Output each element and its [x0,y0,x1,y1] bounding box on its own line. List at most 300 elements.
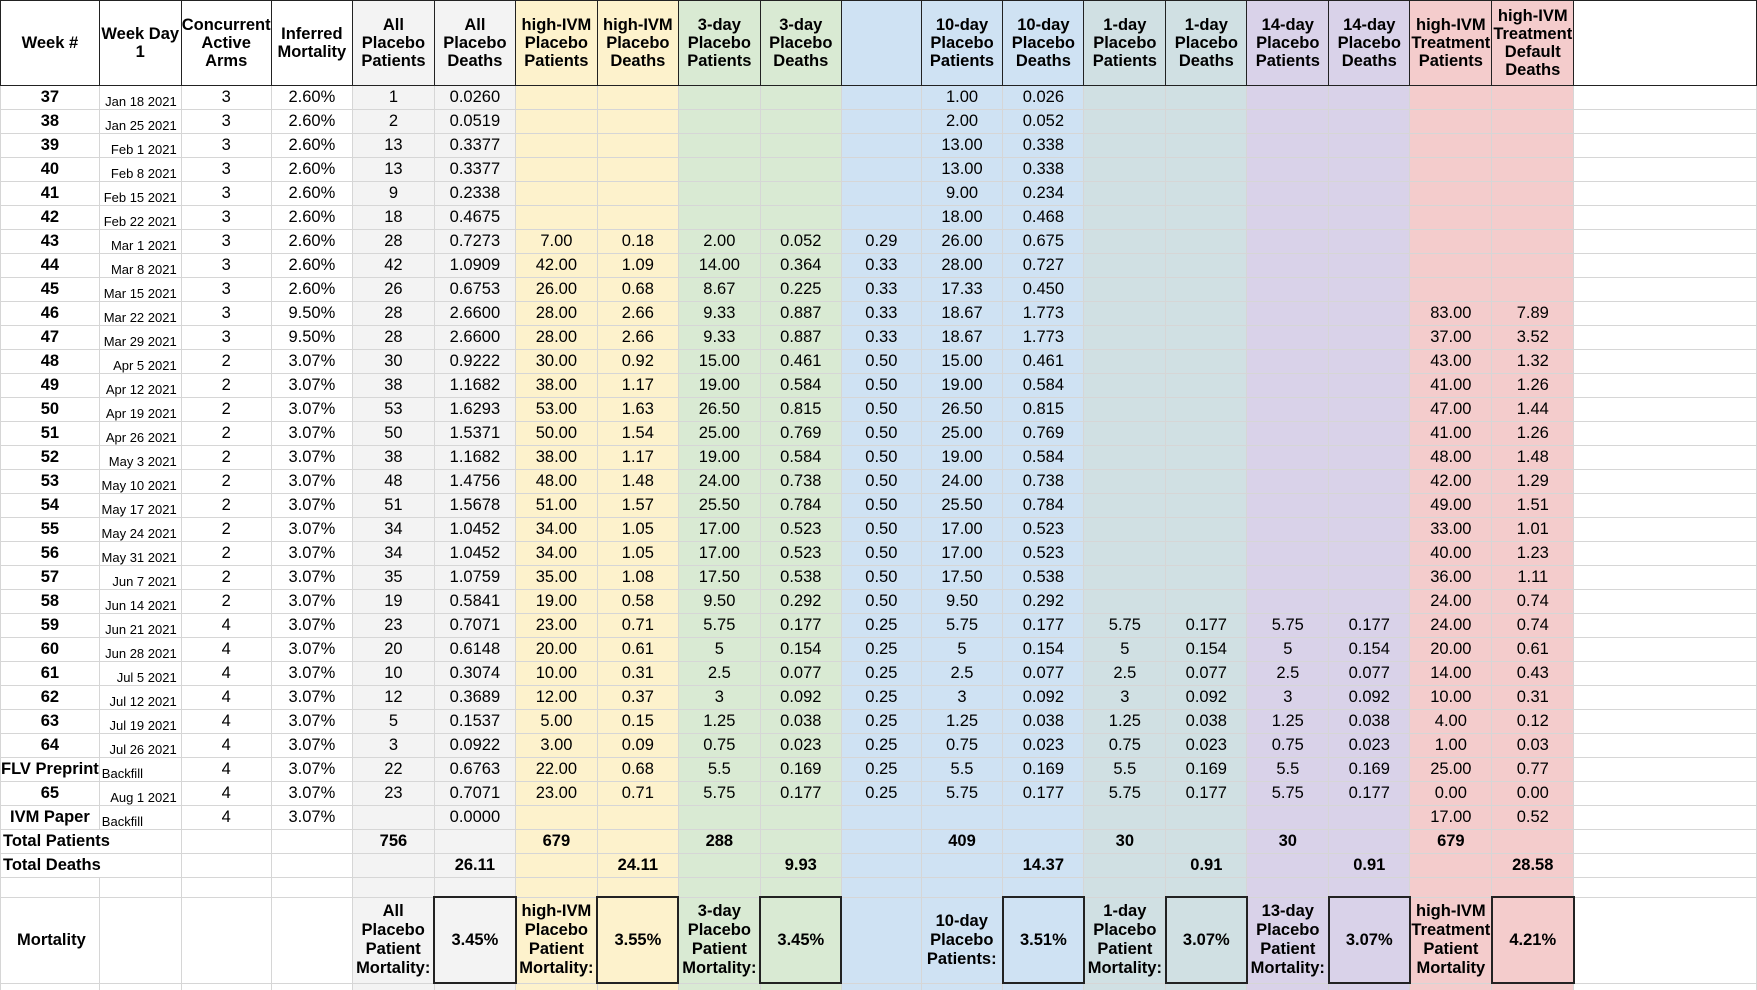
cell-3-day-placebo-deaths[interactable]: 0.177 [760,614,841,638]
cell-14-day-placebo-patients[interactable] [1247,326,1329,350]
cell-10-day-placebo-deaths[interactable]: 0.815 [1003,398,1084,422]
cell-3-day-placebo-deaths[interactable] [760,110,841,134]
cell-1-day-placebo-patients[interactable] [1084,566,1166,590]
empty-cell[interactable] [1574,326,1757,350]
cell-1-day-placebo-patients[interactable] [1084,86,1166,110]
cell-high-ivm-treatment-patients[interactable]: 10.00 [1410,686,1492,710]
empty-cell[interactable] [1574,494,1757,518]
total-high-ivm-placebo-deaths[interactable]: 24.11 [597,854,678,878]
cell-10-day-placebo-patients[interactable]: 19.00 [921,446,1003,470]
total-14-day-placebo-patients[interactable]: 30 [1247,830,1329,854]
cell-all-placebo-deaths[interactable]: 1.0452 [434,518,515,542]
cell-10-day-placebo-deaths[interactable]: 0.338 [1003,134,1084,158]
cell-week-day-1[interactable]: May 10 2021 [99,470,181,494]
cell-high-ivm-treatment-default-deaths[interactable] [1492,278,1574,302]
cell-week-number[interactable]: 64 [1,734,100,758]
3-day-placebo-mortality-value[interactable]: 3.45% [760,897,841,983]
cell-week-day-1[interactable]: Aug 1 2021 [99,782,181,806]
cell-inferred-mortality[interactable]: 3.07% [271,518,352,542]
cell-all-placebo-patients[interactable]: 13 [353,158,435,182]
total-10-day-placebo-deaths[interactable]: 14.37 [1003,854,1084,878]
cell-high-ivm-placebo-patients[interactable]: 28.00 [516,326,598,350]
cell-3-day-placebo-patients[interactable] [678,206,760,230]
cell-1-day-placebo-patients[interactable] [1084,110,1166,134]
cell-high-ivm-treatment-default-deaths[interactable]: 0.74 [1492,590,1574,614]
cell-week-number[interactable]: 60 [1,638,100,662]
header-high-ivm-placebo-patients[interactable]: high-IVM Placebo Patients [516,1,598,86]
cell-10-day-placebo-deaths[interactable]: 0.584 [1003,374,1084,398]
cell-inferred-mortality[interactable]: 3.07% [271,734,352,758]
cell-ratio[interactable] [841,110,921,134]
cell-3-day-placebo-deaths[interactable]: 0.738 [760,470,841,494]
empty-cell[interactable] [271,897,352,983]
cell-10-day-placebo-deaths[interactable]: 0.177 [1003,782,1084,806]
cell-14-day-placebo-patients[interactable]: 5.75 [1247,782,1329,806]
cell-3-day-placebo-deaths[interactable]: 0.092 [760,686,841,710]
total-high-ivm-placebo-patients[interactable]: 679 [516,830,598,854]
cell-3-day-placebo-patients[interactable]: 9.50 [678,590,760,614]
cell-1-day-placebo-patients[interactable] [1084,206,1166,230]
cell-1-day-placebo-deaths[interactable] [1166,422,1247,446]
cell-high-ivm-placebo-patients[interactable]: 34.00 [516,542,598,566]
cell-1-day-placebo-deaths[interactable] [1166,494,1247,518]
empty-cell[interactable] [1574,806,1757,830]
cell-3-day-placebo-deaths[interactable]: 0.038 [760,710,841,734]
cell-week-number[interactable]: 48 [1,350,100,374]
cell-concurrent-active-arms[interactable]: 3 [181,302,271,326]
cell-14-day-placebo-deaths[interactable] [1329,806,1410,830]
cell-inferred-mortality[interactable]: 2.60% [271,230,352,254]
cell-10-day-placebo-deaths[interactable] [1003,806,1084,830]
total-high-ivm-treatment-deaths[interactable]: 28.58 [1492,854,1574,878]
cell-1-day-placebo-deaths[interactable] [1166,374,1247,398]
empty-cell[interactable] [597,830,678,854]
cell-week-number[interactable]: 55 [1,518,100,542]
cell-14-day-placebo-patients[interactable]: 5.5 [1247,758,1329,782]
cell-1-day-placebo-patients[interactable]: 1.25 [1084,710,1166,734]
cell-1-day-placebo-patients[interactable]: 5 [1084,638,1166,662]
cell-all-placebo-patients[interactable]: 30 [353,350,435,374]
cell-1-day-placebo-patients[interactable] [1084,254,1166,278]
cell-high-ivm-treatment-patients[interactable]: 42.00 [1410,470,1492,494]
empty-cell[interactable] [181,830,271,854]
header-1-day-placebo-patients[interactable]: 1-day Placebo Patients [1084,1,1166,86]
cell-all-placebo-patients[interactable]: 38 [353,446,435,470]
cell-10-day-placebo-deaths[interactable]: 1.773 [1003,302,1084,326]
cell-14-day-placebo-deaths[interactable]: 0.177 [1329,614,1410,638]
cell-10-day-placebo-patients[interactable]: 18.67 [921,302,1003,326]
cell-high-ivm-treatment-default-deaths[interactable] [1492,254,1574,278]
cell-high-ivm-placebo-deaths[interactable] [597,158,678,182]
empty-cell[interactable] [353,854,435,878]
cell-3-day-placebo-deaths[interactable] [760,182,841,206]
cell-all-placebo-deaths[interactable]: 1.6293 [434,398,515,422]
cell-week-number[interactable]: 37 [1,86,100,110]
total-high-ivm-treatment-patients[interactable]: 679 [1410,830,1492,854]
cell-concurrent-active-arms[interactable]: 4 [181,782,271,806]
cell-inferred-mortality[interactable]: 2.60% [271,86,352,110]
cell-3-day-placebo-deaths[interactable]: 0.584 [760,374,841,398]
cell-3-day-placebo-deaths[interactable]: 0.023 [760,734,841,758]
cell-3-day-placebo-patients[interactable]: 1.25 [678,710,760,734]
empty-cell[interactable] [921,854,1003,878]
empty-cell[interactable] [1574,374,1757,398]
cell-all-placebo-deaths[interactable]: 0.6763 [434,758,515,782]
total-patients-label[interactable]: Total Patients [1,830,182,854]
cell-week-number[interactable]: 56 [1,542,100,566]
cell-10-day-placebo-patients[interactable]: 1.00 [921,86,1003,110]
cell-14-day-placebo-deaths[interactable] [1329,206,1410,230]
empty-cell[interactable] [1574,638,1757,662]
header-high-ivm-treatment-patients[interactable]: high-IVM Treatment Patients [1410,1,1492,86]
cell-week-day-1[interactable]: Jun 14 2021 [99,590,181,614]
cell-high-ivm-placebo-patients[interactable]: 23.00 [516,782,598,806]
cell-week-day-1[interactable]: Mar 8 2021 [99,254,181,278]
cell-high-ivm-treatment-default-deaths[interactable]: 1.26 [1492,374,1574,398]
cell-high-ivm-treatment-default-deaths[interactable]: 1.29 [1492,470,1574,494]
empty-cell[interactable] [1574,566,1757,590]
cell-high-ivm-placebo-deaths[interactable]: 1.63 [597,398,678,422]
cell-1-day-placebo-deaths[interactable]: 0.169 [1166,758,1247,782]
cell-14-day-placebo-patients[interactable]: 0.75 [1247,734,1329,758]
cell-week-day-1[interactable]: Backfill [99,806,181,830]
cell-3-day-placebo-deaths[interactable]: 0.887 [760,302,841,326]
cell-1-day-placebo-deaths[interactable]: 0.177 [1166,614,1247,638]
empty-cell[interactable] [1574,686,1757,710]
header-ratio-column[interactable] [841,1,921,86]
cell-high-ivm-placebo-patients[interactable]: 35.00 [516,566,598,590]
cell-ratio[interactable]: 0.50 [841,494,921,518]
cell-3-day-placebo-patients[interactable]: 25.50 [678,494,760,518]
cell-concurrent-active-arms[interactable]: 4 [181,710,271,734]
cell-high-ivm-placebo-patients[interactable]: 19.00 [516,590,598,614]
empty-cell[interactable] [1574,590,1757,614]
empty-cell[interactable] [1574,110,1757,134]
empty-cell[interactable] [1574,398,1757,422]
empty-cell[interactable] [353,878,435,898]
cell-week-day-1[interactable]: May 17 2021 [99,494,181,518]
cell-high-ivm-treatment-default-deaths[interactable]: 1.44 [1492,398,1574,422]
cell-3-day-placebo-deaths[interactable]: 0.169 [760,758,841,782]
empty-cell[interactable] [1574,662,1757,686]
cell-inferred-mortality[interactable]: 2.60% [271,110,352,134]
empty-cell[interactable] [1574,878,1757,898]
cell-high-ivm-treatment-default-deaths[interactable]: 0.61 [1492,638,1574,662]
empty-cell[interactable] [1574,446,1757,470]
1-day-placebo-mortality-value[interactable]: 3.07% [1166,897,1247,983]
cell-1-day-placebo-deaths[interactable] [1166,182,1247,206]
empty-cell[interactable] [1574,518,1757,542]
cell-10-day-placebo-deaths[interactable]: 0.461 [1003,350,1084,374]
cell-high-ivm-treatment-patients[interactable]: 14.00 [1410,662,1492,686]
cell-high-ivm-treatment-default-deaths[interactable]: 1.01 [1492,518,1574,542]
cell-14-day-placebo-patients[interactable] [1247,86,1329,110]
cell-concurrent-active-arms[interactable]: 3 [181,182,271,206]
cell-inferred-mortality[interactable]: 2.60% [271,134,352,158]
cell-high-ivm-placebo-deaths[interactable]: 1.17 [597,446,678,470]
cell-ratio[interactable] [841,206,921,230]
empty-cell[interactable] [99,878,181,898]
cell-14-day-placebo-patients[interactable] [1247,446,1329,470]
empty-cell[interactable] [271,878,352,898]
empty-cell[interactable] [1574,422,1757,446]
cell-10-day-placebo-deaths[interactable]: 0.468 [1003,206,1084,230]
cell-all-placebo-patients[interactable]: 34 [353,542,435,566]
cell-14-day-placebo-patients[interactable]: 3 [1247,686,1329,710]
cell-week-number[interactable]: 45 [1,278,100,302]
cell-all-placebo-patients[interactable]: 34 [353,518,435,542]
cell-ratio[interactable]: 0.50 [841,542,921,566]
cell-ratio[interactable]: 0.50 [841,350,921,374]
cell-inferred-mortality[interactable]: 2.60% [271,158,352,182]
cell-14-day-placebo-deaths[interactable] [1329,494,1410,518]
cell-1-day-placebo-deaths[interactable] [1166,158,1247,182]
cell-high-ivm-treatment-patients[interactable]: 4.00 [1410,710,1492,734]
cell-high-ivm-placebo-patients[interactable]: 28.00 [516,302,598,326]
cell-all-placebo-deaths[interactable]: 0.6753 [434,278,515,302]
cell-3-day-placebo-patients[interactable] [678,86,760,110]
cell-all-placebo-patients[interactable]: 9 [353,182,435,206]
cell-14-day-placebo-patients[interactable] [1247,590,1329,614]
cell-ratio[interactable]: 0.50 [841,374,921,398]
cell-all-placebo-deaths[interactable]: 0.5841 [434,590,515,614]
cell-1-day-placebo-patients[interactable]: 5.75 [1084,614,1166,638]
cell-all-placebo-deaths[interactable]: 0.3074 [434,662,515,686]
cell-high-ivm-placebo-deaths[interactable] [597,182,678,206]
cell-3-day-placebo-patients[interactable]: 19.00 [678,374,760,398]
cell-14-day-placebo-deaths[interactable]: 0.177 [1329,782,1410,806]
empty-cell[interactable] [1574,1,1757,86]
total-3-day-placebo-deaths[interactable]: 9.93 [760,854,841,878]
cell-10-day-placebo-patients[interactable]: 25.00 [921,422,1003,446]
cell-10-day-placebo-patients[interactable]: 18.67 [921,326,1003,350]
cell-all-placebo-patients[interactable] [353,806,435,830]
empty-cell[interactable] [1574,734,1757,758]
cell-high-ivm-treatment-patients[interactable]: 49.00 [1410,494,1492,518]
cell-high-ivm-treatment-patients[interactable] [1410,206,1492,230]
total-3-day-placebo-patients[interactable]: 288 [678,830,760,854]
cell-3-day-placebo-patients[interactable]: 9.33 [678,326,760,350]
empty-cell[interactable] [1574,278,1757,302]
cell-high-ivm-treatment-default-deaths[interactable] [1492,86,1574,110]
empty-cell[interactable] [1492,878,1574,898]
cell-concurrent-active-arms[interactable]: 2 [181,374,271,398]
cell-concurrent-active-arms[interactable]: 3 [181,254,271,278]
cell-14-day-placebo-deaths[interactable] [1329,158,1410,182]
cell-1-day-placebo-deaths[interactable]: 0.092 [1166,686,1247,710]
cell-10-day-placebo-deaths[interactable]: 0.026 [1003,86,1084,110]
cell-10-day-placebo-patients[interactable]: 15.00 [921,350,1003,374]
cell-high-ivm-placebo-deaths[interactable]: 0.61 [597,638,678,662]
empty-cell[interactable] [181,878,271,898]
cell-high-ivm-treatment-patients[interactable]: 24.00 [1410,614,1492,638]
cell-10-day-placebo-patients[interactable]: 1.25 [921,710,1003,734]
cell-3-day-placebo-patients[interactable]: 19.00 [678,446,760,470]
cell-10-day-placebo-patients[interactable]: 25.50 [921,494,1003,518]
cell-high-ivm-placebo-deaths[interactable]: 1.09 [597,254,678,278]
cell-high-ivm-treatment-default-deaths[interactable]: 0.43 [1492,662,1574,686]
cell-1-day-placebo-deaths[interactable] [1166,206,1247,230]
cell-1-day-placebo-patients[interactable] [1084,326,1166,350]
cell-10-day-placebo-deaths[interactable]: 0.523 [1003,542,1084,566]
header-3-day-placebo-patients[interactable]: 3-day Placebo Patients [678,1,760,86]
cell-concurrent-active-arms[interactable]: 4 [181,686,271,710]
cell-week-day-1[interactable]: May 24 2021 [99,518,181,542]
cell-high-ivm-placebo-deaths[interactable]: 0.18 [597,230,678,254]
cell-high-ivm-placebo-deaths[interactable]: 2.66 [597,326,678,350]
cell-high-ivm-placebo-patients[interactable]: 10.00 [516,662,598,686]
cell-14-day-placebo-patients[interactable] [1247,206,1329,230]
cell-ratio[interactable]: 0.25 [841,662,921,686]
empty-cell[interactable] [1574,710,1757,734]
cell-all-placebo-deaths[interactable]: 0.2338 [434,182,515,206]
cell-high-ivm-placebo-deaths[interactable]: 0.37 [597,686,678,710]
cell-all-placebo-patients[interactable]: 12 [353,686,435,710]
cell-week-day-1[interactable]: May 31 2021 [99,542,181,566]
cell-high-ivm-treatment-patients[interactable]: 24.00 [1410,590,1492,614]
cell-inferred-mortality[interactable]: 9.50% [271,326,352,350]
cell-all-placebo-patients[interactable]: 50 [353,422,435,446]
cell-high-ivm-treatment-default-deaths[interactable]: 1.11 [1492,566,1574,590]
cell-inferred-mortality[interactable]: 3.07% [271,806,352,830]
header-all-placebo-patients[interactable]: All Placebo Patients [353,1,435,86]
cell-10-day-placebo-deaths[interactable]: 0.784 [1003,494,1084,518]
cell-high-ivm-treatment-patients[interactable] [1410,158,1492,182]
cell-14-day-placebo-patients[interactable] [1247,350,1329,374]
cell-10-day-placebo-patients[interactable]: 0.75 [921,734,1003,758]
cell-14-day-placebo-deaths[interactable] [1329,86,1410,110]
cell-high-ivm-treatment-default-deaths[interactable]: 3.52 [1492,326,1574,350]
cell-ratio[interactable]: 0.50 [841,518,921,542]
high-ivm-placebo-mortality-label[interactable]: high-IVM Placebo Patient Mortality: [516,897,598,983]
all-placebo-mortality-label[interactable]: All Placebo Patient Mortality: [353,897,435,983]
cell-ratio[interactable]: 0.33 [841,278,921,302]
cell-10-day-placebo-patients[interactable]: 19.00 [921,374,1003,398]
cell-1-day-placebo-deaths[interactable] [1166,398,1247,422]
cell-week-day-1[interactable]: Backfill [99,758,181,782]
cell-14-day-placebo-deaths[interactable] [1329,422,1410,446]
cell-14-day-placebo-deaths[interactable] [1329,182,1410,206]
cell-all-placebo-patients[interactable]: 20 [353,638,435,662]
cell-1-day-placebo-patients[interactable] [1084,158,1166,182]
cell-inferred-mortality[interactable]: 3.07% [271,638,352,662]
cell-10-day-placebo-deaths[interactable]: 0.584 [1003,446,1084,470]
cell-3-day-placebo-patients[interactable]: 15.00 [678,350,760,374]
cell-high-ivm-placebo-deaths[interactable]: 1.48 [597,470,678,494]
cell-week-day-1[interactable]: Jun 7 2021 [99,566,181,590]
cell-3-day-placebo-deaths[interactable] [760,134,841,158]
cell-high-ivm-treatment-patients[interactable]: 20.00 [1410,638,1492,662]
empty-cell[interactable] [1574,86,1757,110]
cell-week-number[interactable]: 39 [1,134,100,158]
header-high-ivm-treatment-default-deaths[interactable]: high-IVM Treatment Default Deaths [1492,1,1574,86]
cell-high-ivm-treatment-patients[interactable] [1410,110,1492,134]
cell-ratio[interactable]: 0.50 [841,398,921,422]
header-week-number[interactable]: Week # [1,1,100,86]
cell-1-day-placebo-patients[interactable] [1084,422,1166,446]
empty-cell[interactable] [271,830,352,854]
cell-14-day-placebo-patients[interactable] [1247,566,1329,590]
cell-all-placebo-patients[interactable]: 51 [353,494,435,518]
cell-week-day-1[interactable]: Feb 8 2021 [99,158,181,182]
empty-cell[interactable] [841,878,921,898]
cell-14-day-placebo-deaths[interactable]: 0.077 [1329,662,1410,686]
cell-concurrent-active-arms[interactable]: 4 [181,662,271,686]
cell-high-ivm-placebo-patients[interactable]: 30.00 [516,350,598,374]
cell-14-day-placebo-patients[interactable] [1247,230,1329,254]
cell-high-ivm-treatment-default-deaths[interactable]: 0.03 [1492,734,1574,758]
cell-high-ivm-placebo-patients[interactable]: 50.00 [516,422,598,446]
cell-concurrent-active-arms[interactable]: 3 [181,86,271,110]
cell-inferred-mortality[interactable]: 2.60% [271,278,352,302]
cell-all-placebo-deaths[interactable]: 0.3377 [434,134,515,158]
header-14-day-placebo-patients[interactable]: 14-day Placebo Patients [1247,1,1329,86]
cell-all-placebo-patients[interactable]: 42 [353,254,435,278]
cell-1-day-placebo-deaths[interactable] [1166,326,1247,350]
cell-inferred-mortality[interactable]: 3.07% [271,494,352,518]
cell-1-day-placebo-patients[interactable] [1084,350,1166,374]
cell-10-day-placebo-patients[interactable]: 26.00 [921,230,1003,254]
cell-10-day-placebo-deaths[interactable]: 0.675 [1003,230,1084,254]
cell-10-day-placebo-patients[interactable]: 5 [921,638,1003,662]
cell-10-day-placebo-patients[interactable]: 2.00 [921,110,1003,134]
cell-high-ivm-treatment-patients[interactable]: 0.00 [1410,782,1492,806]
cell-week-number[interactable]: FLV Preprint [1,758,100,782]
cell-14-day-placebo-deaths[interactable] [1329,110,1410,134]
cell-14-day-placebo-deaths[interactable] [1329,302,1410,326]
cell-10-day-placebo-deaths[interactable]: 0.169 [1003,758,1084,782]
cell-1-day-placebo-patients[interactable] [1084,302,1166,326]
cell-3-day-placebo-patients[interactable]: 26.50 [678,398,760,422]
10-day-placebo-mortality-value[interactable]: 3.51% [1003,897,1084,983]
cell-high-ivm-placebo-patients[interactable] [516,206,598,230]
cell-inferred-mortality[interactable]: 2.60% [271,206,352,230]
cell-week-number[interactable]: 63 [1,710,100,734]
cell-high-ivm-treatment-default-deaths[interactable]: 0.74 [1492,614,1574,638]
cell-3-day-placebo-deaths[interactable]: 0.364 [760,254,841,278]
cell-high-ivm-treatment-default-deaths[interactable] [1492,206,1574,230]
cell-10-day-placebo-deaths[interactable]: 0.077 [1003,662,1084,686]
cell-3-day-placebo-deaths[interactable]: 0.225 [760,278,841,302]
cell-1-day-placebo-patients[interactable] [1084,182,1166,206]
total-1-day-placebo-deaths[interactable]: 0.91 [1166,854,1247,878]
cell-all-placebo-patients[interactable]: 53 [353,398,435,422]
cell-10-day-placebo-patients[interactable] [921,806,1003,830]
cell-14-day-placebo-patients[interactable] [1247,542,1329,566]
cell-3-day-placebo-patients[interactable]: 25.00 [678,422,760,446]
cell-1-day-placebo-deaths[interactable]: 0.038 [1166,710,1247,734]
high-ivm-treatment-mortality-value[interactable]: 4.21% [1492,897,1574,983]
cell-10-day-placebo-patients[interactable]: 13.00 [921,158,1003,182]
cell-high-ivm-treatment-patients[interactable]: 83.00 [1410,302,1492,326]
cell-10-day-placebo-deaths[interactable]: 0.738 [1003,470,1084,494]
cell-10-day-placebo-deaths[interactable]: 0.292 [1003,590,1084,614]
cell-week-number[interactable]: 42 [1,206,100,230]
cell-week-number[interactable]: 38 [1,110,100,134]
cell-high-ivm-treatment-patients[interactable] [1410,134,1492,158]
cell-all-placebo-patients[interactable]: 28 [353,302,435,326]
cell-all-placebo-deaths[interactable]: 1.5371 [434,422,515,446]
cell-week-number[interactable]: 44 [1,254,100,278]
cell-3-day-placebo-patients[interactable]: 3 [678,686,760,710]
header-10-day-placebo-patients[interactable]: 10-day Placebo Patients [921,1,1003,86]
cell-week-day-1[interactable]: Mar 22 2021 [99,302,181,326]
cell-high-ivm-placebo-deaths[interactable]: 2.66 [597,302,678,326]
cell-high-ivm-placebo-patients[interactable]: 42.00 [516,254,598,278]
cell-3-day-placebo-deaths[interactable]: 0.815 [760,398,841,422]
cell-14-day-placebo-patients[interactable]: 2.5 [1247,662,1329,686]
empty-cell[interactable] [1574,350,1757,374]
